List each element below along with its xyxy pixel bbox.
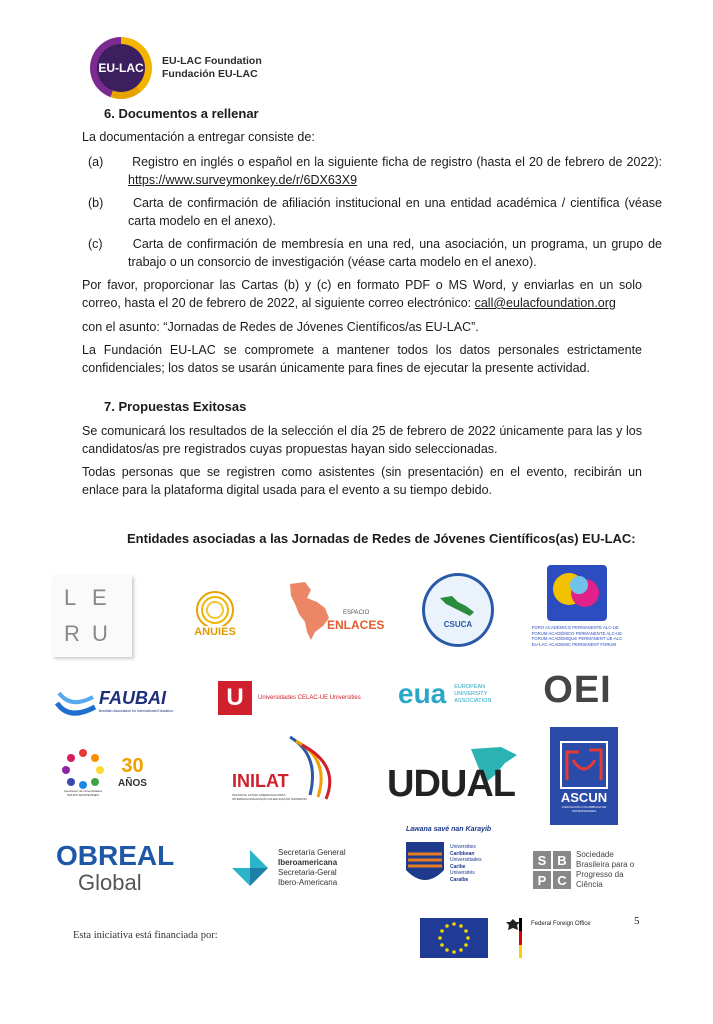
anuies-logo xyxy=(180,578,250,646)
faces-icon xyxy=(545,563,609,623)
financed-by-text: Esta iniciativa está financiada por: xyxy=(73,930,218,941)
anuies-rings-icon xyxy=(190,586,240,626)
eu-stars-icon xyxy=(434,920,474,956)
header xyxy=(90,38,262,98)
eu-lac-logo xyxy=(90,37,152,99)
ascun-emblem-icon xyxy=(559,740,609,790)
segib-line: Iberoamericana xyxy=(278,857,338,867)
sbpc-logo xyxy=(533,846,653,894)
anos-text: AÑOS xyxy=(118,778,147,789)
list-item-a xyxy=(88,153,662,189)
eu-flag-logo xyxy=(420,918,488,958)
section7-heading: 7. Propuestas Exitosas xyxy=(104,399,247,414)
item-text: Registro en inglés o español en la siguiente ficha de registro (hasta el 20 de febrero de 2022): xyxy=(132,155,662,169)
org-name-es: Fundación EU-LAC xyxy=(162,68,258,80)
caribe-shield-icon xyxy=(404,840,446,890)
faubai-subtext: Brazilian Association for International Education xyxy=(99,709,173,713)
espacio-enlaces-logo xyxy=(285,580,395,645)
celac-text: Universidades CELAC-UE Universities xyxy=(258,695,361,701)
list-item-c xyxy=(88,235,662,271)
sbpc-line: Progresso da xyxy=(576,870,624,879)
espacio-text: ESPACIO xyxy=(343,610,370,616)
u-icon: U xyxy=(218,681,252,715)
sbpc-letter: C xyxy=(553,871,571,889)
page-number: 5 xyxy=(634,915,640,927)
sbpc-line: Ciência xyxy=(576,880,603,889)
entities-title: Entidades asociadas a las Jornadas de Redes de Jóvenes Científicos(as) EU-LAC: xyxy=(127,531,636,546)
results-paragraph: Se comunicará los resultados de la selección el día 25 de febrero de 2022 únicamente para las y los candidatos/as pre registrados cuyas propuestas hayan sido seleccionadas. xyxy=(82,424,642,456)
inilat-logo xyxy=(230,735,350,810)
foro-academico-logo xyxy=(527,563,627,655)
send-text: Por favor, proporcionar las Cartas (b) y (c) en formato PDF o MS Word, y enviarlas en un solo correo, hasta el 20 de febrero de 2022, al siguiente correo electrónico: xyxy=(82,278,642,310)
sbpc-line: Sociedade xyxy=(576,850,614,859)
faubai-waves-icon xyxy=(55,683,97,719)
federal-foreign-office-logo xyxy=(505,918,615,958)
sbpc-letter: S xyxy=(533,851,551,869)
item-label: (a) xyxy=(88,155,104,169)
eua-logo xyxy=(398,676,508,712)
subject-paragraph: con el asunto: “Jornadas de Redes de Jóvenes Científicos/as EU-LAC”. xyxy=(82,320,479,334)
ascun-subtext: ASOCIACIÓN COLOMBIANA DE UNIVERSIDADES xyxy=(561,804,607,813)
caribe-line: Caribe xyxy=(450,863,466,870)
section6-heading: 6. Documentos a rellenar xyxy=(104,106,259,121)
privacy-paragraph: La Fundación EU-LAC se compromete a mantener todos los datos personales estrictamente confidenciales; los datos se usarán únicamente para fines de ejecutar la presente actividad. xyxy=(82,343,642,375)
item-text: Carta de confirmación de membresía en una red, una asociación, un programa, un grupo de trabajo o un consorcio de investigación (véase carta modelo en el anexo). xyxy=(128,237,662,269)
german-flag-stripe xyxy=(519,918,522,958)
augm-logo xyxy=(58,742,173,802)
sbpc-letter: B xyxy=(553,851,571,869)
ffo-text: Federal Foreign Office xyxy=(531,921,591,927)
leru-letter: R xyxy=(64,621,82,646)
oei-logo xyxy=(530,668,625,712)
augm-text: Asociación de Universidades GRUPO MONTEVIDEO xyxy=(63,789,103,797)
org-name-en: EU-LAC Foundation xyxy=(162,55,262,67)
caribe-line: Universities xyxy=(450,844,476,850)
enlaces-text: ENLACES xyxy=(327,618,385,632)
section6-intro: La documentación a entregar consiste de: xyxy=(82,130,315,144)
foro-line: FORUM ACADÉMICO PERMANENTE ALC-UE xyxy=(531,630,623,636)
segib-line: Secretaría General xyxy=(278,847,346,857)
csuca-text: CSUCA xyxy=(443,619,473,629)
list-item-b xyxy=(88,194,662,230)
attendees-paragraph: Todas personas que se registren como asistentes (sin presentación) en el evento, recibirán un enlace para la plataforma digital usada para el evento a su tiempo debido. xyxy=(82,465,642,497)
segib-line: Secretaria-Geral xyxy=(278,867,337,877)
udual-text: UDUAL xyxy=(387,763,515,805)
caribbean-universities-logo xyxy=(402,826,507,898)
item-text: Carta de confirmación de afiliación institucional en una entidad académica / científica (véase carta modelo en el anexo). xyxy=(128,196,662,228)
global-text: Global xyxy=(78,870,142,895)
obreal-text: OBREAL xyxy=(56,840,175,871)
oei-text: OEI xyxy=(543,668,612,711)
celac-ue-universities-logo xyxy=(218,680,368,716)
sbpc-line: Brasileira para o xyxy=(576,860,635,869)
leru-letter: U xyxy=(92,621,110,646)
leru-letter: L xyxy=(64,585,79,610)
foro-line: EU-LAC ACADEMIC PERMANENT FORUM xyxy=(531,641,617,647)
central-america-map-icon xyxy=(438,592,478,620)
eua-sub-line: UNIVERSITY xyxy=(454,690,488,697)
leru-letter: E xyxy=(92,585,109,610)
item-label: (c) xyxy=(88,237,103,251)
caribe-line: Caraïbe xyxy=(450,876,469,883)
item-label: (b) xyxy=(88,196,104,210)
ascun-text: ASCUN xyxy=(560,789,608,805)
inilat-text: INILAT xyxy=(232,771,289,791)
udual-logo xyxy=(385,745,520,810)
caribe-line: Caribbean xyxy=(450,850,475,857)
caribe-line: Universidades xyxy=(450,857,482,863)
csuca-logo xyxy=(422,572,494,648)
eua-sub-line: EUROPEAN xyxy=(454,683,486,690)
ascun-logo xyxy=(550,727,618,825)
segib-emblem-icon xyxy=(230,848,270,888)
foro-line: FORO ACADÉMICO PERMANENTE ALC-UE xyxy=(531,625,619,630)
eu-lac-logo-text: EU-LAC xyxy=(97,44,145,92)
caribe-line: Universités xyxy=(450,870,475,876)
augm-flower-icon xyxy=(60,747,106,789)
email-link[interactable]: call@eulacfoundation.org xyxy=(474,296,616,310)
foro-text xyxy=(532,625,623,647)
latin-america-map-icon xyxy=(285,580,340,642)
survey-link[interactable]: https://www.surveymonkey.de/r/6DX63X9 xyxy=(128,173,358,187)
foro-line: FORUM ACADÉMIQUE PERMANENT UE-ALC xyxy=(531,636,623,641)
faubai-logo xyxy=(55,678,185,723)
segib-line: Ibero-Americana xyxy=(278,877,338,887)
obreal-logo xyxy=(56,838,176,898)
faubai-text: FAUBAI xyxy=(99,688,166,708)
send-paragraph xyxy=(82,276,642,312)
anos-number: 30 xyxy=(121,755,144,777)
leru-logo xyxy=(52,575,132,657)
anuies-text: ANUIES xyxy=(194,626,236,638)
org-names xyxy=(162,55,262,81)
sbpc-letter: P xyxy=(533,871,551,889)
segib-logo xyxy=(230,840,365,895)
eua-text: eua xyxy=(398,678,447,709)
caribe-motto: Lawana savé nan Karayib xyxy=(406,826,492,833)
eua-sub-line: ASSOCIATION xyxy=(454,697,492,704)
inilat-subtext: INICIATIVA LATINO AMERICANA PARA INTERNACIONALIZAÇÃO DA EDUCAÇÃO SUPERIOR xyxy=(232,793,307,801)
